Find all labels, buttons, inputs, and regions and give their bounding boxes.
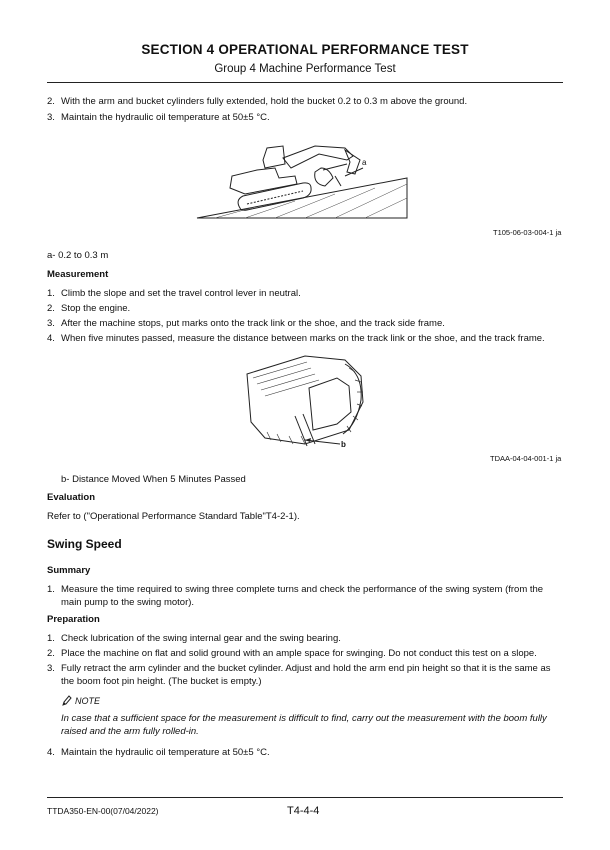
evaluation-text: Refer to ("Operational Performance Standard Table"T4-2-1). bbox=[47, 511, 300, 522]
list-item: 1. Check lubrication of the swing internal gear and the swing bearing. bbox=[47, 633, 341, 644]
footer-rule bbox=[47, 797, 563, 798]
swing-speed-heading: Swing Speed bbox=[47, 537, 122, 551]
list-item: 2. Stop the engine. bbox=[47, 303, 131, 314]
note-label: NOTE bbox=[75, 696, 101, 706]
list-item-continuation: main pump to the swing motor). bbox=[61, 597, 195, 608]
list-item: 3. Maintain the hydraulic oil temperature at 50±5 °C. bbox=[47, 112, 270, 123]
figure-id: TDAA-04-04-001-1 ja bbox=[490, 454, 562, 463]
summary-heading: Summary bbox=[47, 565, 91, 576]
excavator-slope-figure bbox=[195, 138, 410, 220]
figure-caption: a- 0.2 to 0.3 m bbox=[47, 250, 109, 261]
note-text: raised and the arm fully rolled-in. bbox=[61, 726, 199, 737]
list-item: 1. Measure the time required to swing three complete turns and check the performance of the swing system (from the bbox=[47, 584, 544, 595]
figure-caption: b- Distance Moved When 5 Minutes Passed bbox=[61, 474, 246, 485]
preparation-heading: Preparation bbox=[47, 614, 100, 625]
section-title: SECTION 4 OPERATIONAL PERFORMANCE TEST bbox=[141, 42, 469, 57]
page-number: T4-4-4 bbox=[287, 805, 320, 817]
group-title: Group 4 Machine Performance Test bbox=[214, 63, 396, 75]
list-item-continuation: the boom foot pin height. (The bucket is empty.) bbox=[61, 676, 262, 687]
callout-a: a bbox=[362, 158, 367, 167]
figure-id: T105-06-03-004-1 ja bbox=[493, 228, 562, 237]
list-item: 1. Climb the slope and set the travel control lever in neutral. bbox=[47, 288, 301, 299]
list-item: 3. After the machine stops, put marks onto the track link or the shoe, and the track side frame. bbox=[47, 318, 445, 329]
list-item: 4. Maintain the hydraulic oil temperature at 50±5 °C. bbox=[47, 747, 270, 758]
list-item: 4. When five minutes passed, measure the distance between marks on the track link or the shoe, and the track frame. bbox=[47, 333, 545, 344]
note-text: In case that a sufficient space for the measurement is difficult to find, carry out the measurement with the boom fully bbox=[61, 713, 547, 724]
evaluation-heading: Evaluation bbox=[47, 492, 96, 503]
list-item: 3. Fully retract the arm cylinder and the bucket cylinder. Adjust and hold the arm end pin height so that it is the same as bbox=[47, 663, 551, 674]
callout-b: b bbox=[341, 440, 346, 449]
list-item: 2. Place the machine on flat and solid ground with an ample space for swinging. Do not conduct this test on a slope. bbox=[47, 648, 537, 659]
measurement-heading: Measurement bbox=[47, 269, 109, 280]
note-pencil-icon bbox=[61, 694, 72, 707]
header-rule bbox=[47, 82, 563, 83]
track-marks-figure bbox=[245, 352, 370, 447]
footer-doc-id: TTDA350-EN-00(07/04/2022) bbox=[47, 806, 159, 816]
list-item: 2. With the arm and bucket cylinders fully extended, hold the bucket 0.2 to 0.3 m above the ground. bbox=[47, 96, 468, 107]
